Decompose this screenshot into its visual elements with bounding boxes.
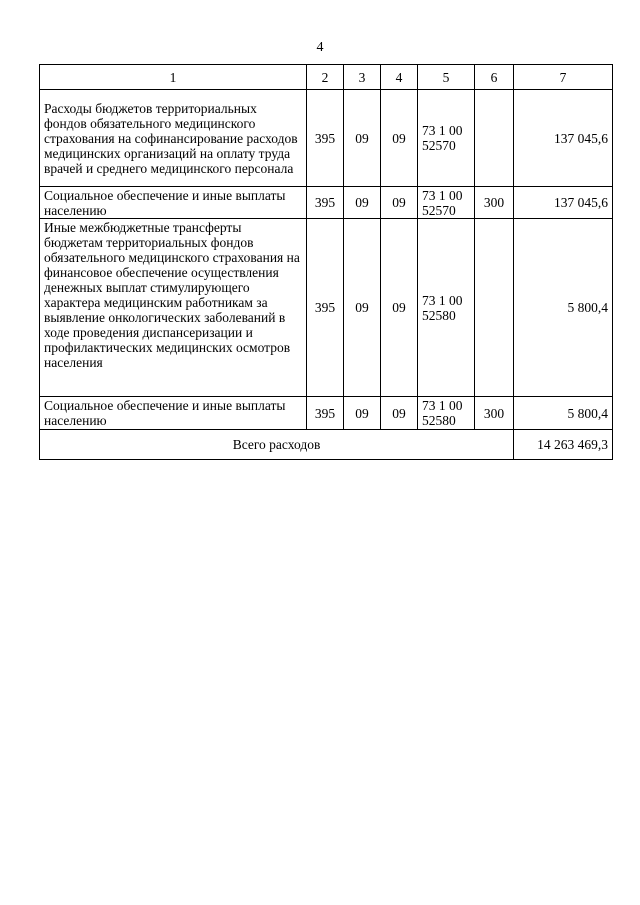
row-description: Расходы бюджетов территориальных фондов обязательного медицинского страхования на софинансирование расходов медицинских организаций на оплату труда врачей и среднего медицинского персонала (40, 90, 307, 187)
table-row (40, 187, 613, 219)
row-description: Социальное обеспечение и иные выплаты населению (40, 397, 307, 430)
admin-code-cell: 395 (307, 397, 344, 430)
table-row (40, 90, 613, 187)
column-header: 1 (40, 65, 307, 90)
page-number: 4 (316, 40, 324, 55)
expense-type-cell: 300 (475, 397, 514, 430)
row-description: Иные межбюджетные трансферты бюджетам территориальных фондов обязательного медицинского страхования на финансовое обеспечение осуществления денежных выплат стимулирующего характера медицинским работникам за выявление онкологических заболеваний в ходе проведения диспансеризации и профилактических медицинских осмотров населения (40, 219, 307, 397)
total-row (40, 430, 613, 460)
column-header: 5 (418, 65, 475, 90)
expense-type-cell (475, 219, 514, 397)
table-row (40, 397, 613, 430)
total-amount: 14 263 469,3 (514, 430, 613, 460)
column-header: 2 (307, 65, 344, 90)
target-article-cell: 73 1 00 52570 (418, 90, 475, 187)
amount-cell: 5 800,4 (514, 219, 613, 397)
admin-code-cell: 395 (307, 90, 344, 187)
subsection-cell: 09 (381, 187, 418, 219)
expenses-table (39, 64, 613, 460)
column-header: 4 (381, 65, 418, 90)
table-header-row (40, 65, 613, 90)
target-article-cell: 73 1 00 52580 (418, 219, 475, 397)
expense-type-cell (475, 90, 514, 187)
total-label: Всего расходов (40, 430, 514, 460)
column-header: 7 (514, 65, 613, 90)
subsection-cell: 09 (381, 397, 418, 430)
target-article-cell: 73 1 00 52570 (418, 187, 475, 219)
row-description: Социальное обеспечение и иные выплаты населению (40, 187, 307, 219)
section-cell: 09 (344, 187, 381, 219)
subsection-cell: 09 (381, 90, 418, 187)
amount-cell: 137 045,6 (514, 90, 613, 187)
subsection-cell: 09 (381, 219, 418, 397)
section-cell: 09 (344, 397, 381, 430)
target-article-cell: 73 1 00 52580 (418, 397, 475, 430)
column-header: 6 (475, 65, 514, 90)
column-header: 3 (344, 65, 381, 90)
section-cell: 09 (344, 219, 381, 397)
admin-code-cell: 395 (307, 219, 344, 397)
amount-cell: 137 045,6 (514, 187, 613, 219)
admin-code-cell: 395 (307, 187, 344, 219)
amount-cell: 5 800,4 (514, 397, 613, 430)
expense-type-cell: 300 (475, 187, 514, 219)
table-row (40, 219, 613, 397)
section-cell: 09 (344, 90, 381, 187)
